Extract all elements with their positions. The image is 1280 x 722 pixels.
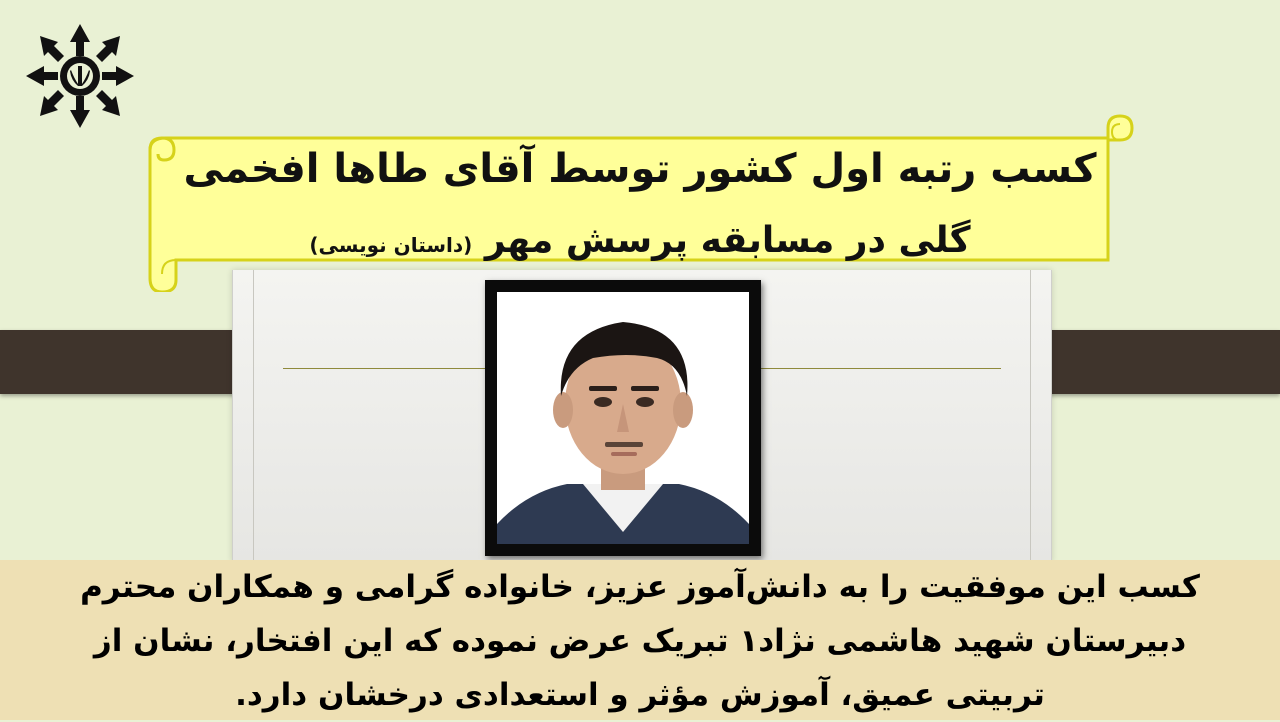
student-photo-frame xyxy=(485,280,761,556)
card-left-line xyxy=(253,270,254,562)
left-decor-bar xyxy=(0,330,258,394)
right-decor-bar xyxy=(1022,330,1280,394)
emblem-star-icon xyxy=(24,22,136,130)
congratulation-panel xyxy=(0,560,1280,720)
scroll-shape xyxy=(146,110,1134,292)
title-scroll-banner xyxy=(146,110,1134,292)
card-right-line xyxy=(1030,270,1031,562)
banner-title-note: (داستان نویسی) xyxy=(309,233,473,257)
banner-title-line2 xyxy=(166,220,1114,261)
congratulation-message: کسب این موفقیت را به دانش‌آموز عزیز، خانواده گرامی و همکاران محترم دبیرستان شهید هاشمی نژاد۱ تبریک عرض نموده که این افتخار، نشان از تربیتی عمیق، آموزش مؤثر و استعدادی درخشان دارد. xyxy=(80,569,1200,713)
banner-title-line1: کسب رتبه اول کشور توسط آقای طاها افخمی xyxy=(183,146,1097,192)
banner-title-main: گلی در مسابقه پرسش مهر xyxy=(484,220,971,261)
student-photo xyxy=(497,292,749,544)
portrait-illustration xyxy=(497,292,749,544)
